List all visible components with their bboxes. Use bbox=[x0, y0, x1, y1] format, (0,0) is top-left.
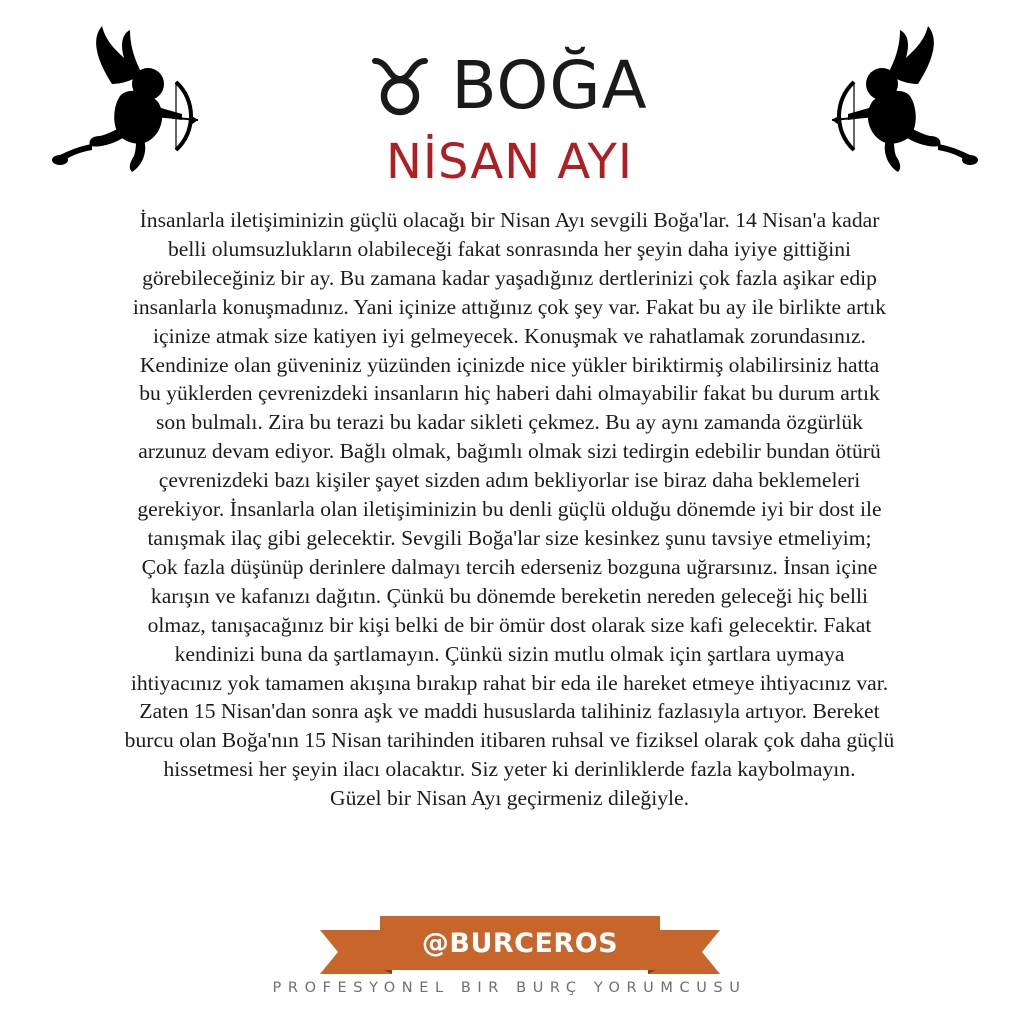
text-line: içinize atmak size katiyen iyi gelmeyecek. Konuşmak ve rahatlamak zorundasınız. bbox=[153, 323, 866, 348]
text-line: tanışmak ilaç gibi gelecektir. Sevgili Boğa'lar size kesinkez şunu tavsiye etmeliyim; bbox=[147, 525, 872, 550]
text-line: İnsanlarla iletişiminizin güçlü olacağı bir Nisan Ayı sevgili Boğa'lar. 14 Nisan'a kadar bbox=[139, 208, 880, 232]
text-line: çevrenizdeki bazı kişiler şayet sizden adım bekliyorlar ise biraz daha beklemeleri bbox=[158, 468, 861, 493]
text-line: karışın ve kafanızı dağıtın. Çünkü bu dönemde bereketin nereden geleceği hiç belli bbox=[150, 583, 869, 608]
text-line: hissetmesi her şeyin ilacı olacaktır. Siz yeter ki derinliklerde fazla kaybolmayın. bbox=[163, 757, 856, 782]
text-line: görebileceğiniz bir ay. Bu zamana kadar yaşadığınız dertlerinizi çok fazla aşikar edip bbox=[142, 265, 877, 290]
text-line: burcu olan Boğa'nın 15 Nisan tarihinden itibaren ruhsal ve fiziksel olarak çok daha güçlü bbox=[124, 728, 895, 753]
title-row bbox=[0, 46, 1019, 126]
text-line: bu yüklerden çevrenizdeki insanların hiç haberi dahi olmayabilir fakat bu durum artık bbox=[139, 381, 880, 406]
text-line: Çok fazla düşünüp derinlere dalmayı tercih ederseniz bozguna uğrarsınız. İnsan içine bbox=[141, 554, 878, 579]
tagline: PROFESYONEL BIR BURÇ YORUMCUSU bbox=[272, 980, 747, 996]
text-line: belli olumsuzlukların olabileceği fakat sonrasında her şeyin daha iyiye gittiğini bbox=[167, 236, 852, 261]
page-subtitle: NİSAN AYI bbox=[385, 134, 633, 190]
text-line: Kendinize olan güveniniz yüzünden içinizde nice yükler biriktirmiş olabilirsiniz hatta bbox=[139, 352, 880, 377]
text-line: arzunuz devam ediyor. Bağlı olmak, bağımlı olmak sizi tedirgin edebilir bundan ötürü bbox=[138, 439, 881, 464]
taurus-icon bbox=[371, 55, 429, 117]
instagram-handle: @BURCEROS bbox=[421, 927, 619, 959]
text-line: Güzel bir Nisan Ayı geçirmeniz dileğiyle. bbox=[329, 786, 689, 811]
text-line: insanlarla konuşmadınız. Yani içinize attığınız çok şey var. Fakat bu ay ile birlikte artık bbox=[132, 294, 887, 319]
text-line: olmaz, tanışacağınız bir kişi belki de bir ömür dost olarak size kafi gelecektir. Fakat bbox=[147, 612, 872, 637]
text-line: kendinizi buna da şartlamayın. Çünkü sizin mutlu olmak için şartlara uymaya bbox=[174, 641, 845, 666]
text-line: Zaten 15 Nisan'dan sonra aşk ve maddi hususlarda talihiniz fazlasıyla artıyor. Bereket bbox=[139, 699, 880, 724]
text-line: gerekiyor. İnsanlarla olan iletişiminizin bu denli güçlü olduğu dönemde iyi bir dost ile bbox=[137, 497, 882, 522]
text-line: son bulmalı. Zira bu terazi bu kadar sikleti çekmez. Bu ay aynı zamanda özgürlük bbox=[156, 410, 863, 435]
page-title: BOĞA bbox=[451, 47, 648, 124]
handle-ribbon bbox=[320, 912, 720, 976]
horoscope-text bbox=[46, 206, 973, 813]
text-line: ihtiyacınız yok tamamen akışına bırakıp rahat bir eda ile hareket etmeye ihtiyacınız var. bbox=[130, 670, 889, 695]
